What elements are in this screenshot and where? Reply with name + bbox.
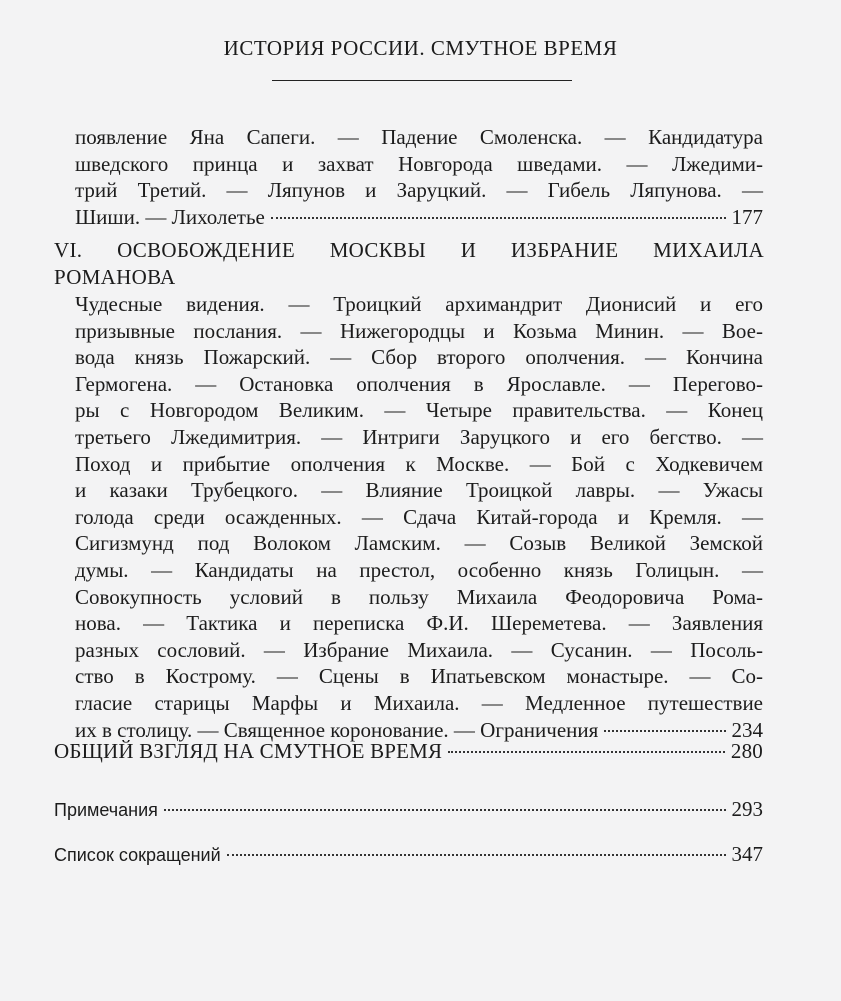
dot-leader	[448, 751, 725, 753]
summary-line: их в столицу. — Священное коронование. — Ограничения	[75, 717, 599, 742]
summary-line: разных сословий. — Избрание Михаила. — Сусанин. — Посоль-	[75, 637, 763, 662]
summary-line: шведского принца и захват Новгорода шведами. — Лжедими-	[75, 151, 763, 176]
summary-last-line	[75, 204, 763, 231]
summary-line: нова. — Тактика и переписка Ф.И. Шереметева. — Заявления	[75, 611, 763, 636]
chapter-6-title	[54, 237, 764, 290]
summary-line: призывные послания. — Нижегородцы и Козьма Минин. — Вое-	[75, 318, 763, 343]
page-number: 280	[730, 739, 763, 763]
header-rule	[272, 80, 572, 81]
page-number: 177	[731, 204, 763, 229]
chapter-5-summary	[75, 124, 763, 230]
page-number: 234	[731, 717, 763, 742]
summary-line: ство в Кострому. — Сцены в Ипатьевском монастыре. — Со-	[75, 664, 763, 689]
dot-leader	[227, 854, 726, 856]
toc-entry-label: Примечания	[54, 800, 158, 820]
summary-line: Совокупность условий в пользу Михаила Феодоровича Рома-	[75, 584, 763, 609]
summary-line: появление Яна Сапеги. — Падение Смоленска. — Кандидатура	[75, 125, 763, 149]
dot-leader	[271, 217, 726, 219]
summary-line: голода среди осажденных. — Сдача Китай-города и Кремля. —	[75, 504, 763, 529]
toc-entry-notes	[54, 797, 763, 822]
summary-line: думы. — Кандидаты на престол, особенно князь Голицын. —	[75, 557, 763, 582]
toc-entry-label: Список сокращений	[54, 845, 221, 865]
summary-line: ры с Новгородом Великим. — Четыре правительства. — Конец	[75, 398, 763, 423]
summary-line: Сигизмунд под Волоком Ламским. — Созыв Великой Земской	[75, 531, 763, 556]
dot-leader	[604, 730, 725, 732]
summary-line: гласие старицы Марфы и Михаила. — Медленное путешествие	[75, 690, 763, 715]
summary-line: Поход и прибытие ополчения к Москве. — Бой с Ходкевичем	[75, 451, 763, 476]
summary-line: трий Третий. — Ляпунов и Заруцкий. — Гибель Ляпунова. —	[75, 178, 763, 203]
page-number: 293	[731, 797, 763, 821]
summary-line: вода князь Пожарский. — Сбор второго ополчения. — Кончина	[75, 345, 763, 370]
summary-line: Шиши. — Лихолетье	[75, 204, 265, 229]
toc-entry-general-view	[54, 739, 763, 764]
page-number: 347	[731, 842, 763, 866]
chapter-6-summary	[75, 291, 763, 743]
toc-entry-abbreviations	[54, 842, 763, 867]
dot-leader	[164, 809, 726, 811]
summary-line: третьего Лжедимитрия. — Интриги Заруцкого и его бегство. —	[75, 424, 763, 449]
chapter-title-line: РОМАНОВА	[54, 264, 176, 289]
toc-entry-label: ОБЩИЙ ВЗГЛЯД НА СМУТНОЕ ВРЕМЯ	[54, 739, 443, 763]
summary-line: Чудесные видения. — Троицкий архимандрит Дионисий и его	[75, 292, 763, 316]
summary-line: Гермогена. — Остановка ополчения в Ярославле. — Перегово-	[75, 371, 763, 396]
summary-line: и казаки Трубецкого. — Влияние Троицкой лавры. — Ужасы	[75, 478, 763, 503]
running-title: ИСТОРИЯ РОССИИ. СМУТНОЕ ВРЕМЯ	[223, 36, 618, 60]
chapter-title-line: VI. ОСВОБОЖДЕНИЕ МОСКВЫ И ИЗБРАНИЕ МИХАИЛА	[54, 238, 764, 262]
